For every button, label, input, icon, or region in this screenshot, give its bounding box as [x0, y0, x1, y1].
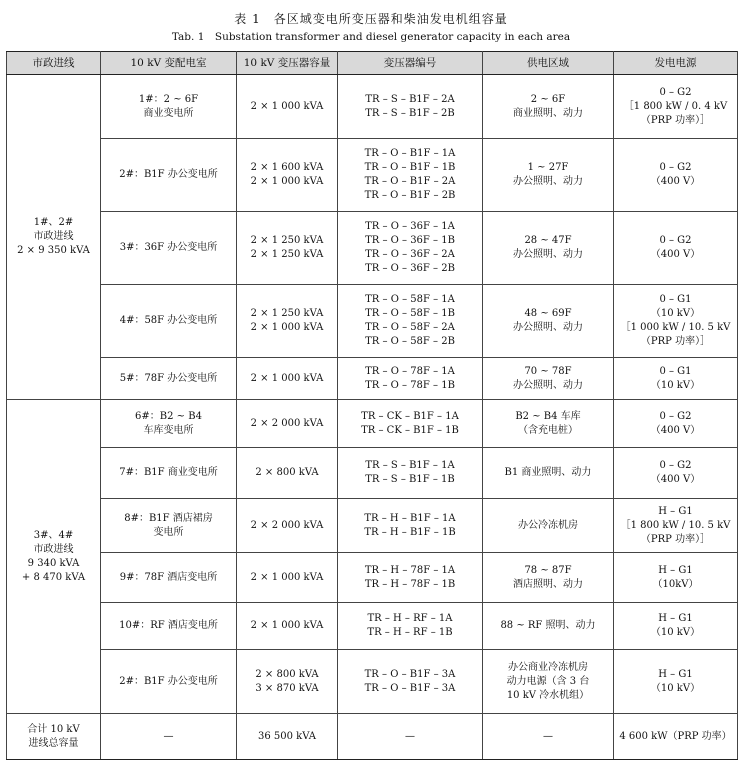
table-row: [7, 75, 738, 139]
table-row: [7, 448, 738, 499]
substation-cell: 10#：RF 酒店变电所: [101, 603, 237, 650]
total-label: 合计 10 kV 进线总容量: [7, 714, 101, 760]
supply-area-cell: 办公冷冻机房: [483, 499, 614, 553]
header-row: [7, 52, 738, 75]
substation-cell: 2#：B1F 办公变电所: [101, 139, 237, 212]
transformer-id-cell: TR – CK – B1F – 1A TR – CK – B1F – 1B: [338, 400, 483, 448]
substation-cell: 4#：58F 办公变电所: [101, 285, 237, 358]
transformer-id-cell: TR – O – 78F – 1A TR – O – 78F – 1B: [338, 358, 483, 400]
supply-area-cell: 78 ~ 87F 酒店照明、动力: [483, 553, 614, 603]
transformer-id-cell: TR – H – RF – 1A TR – H – RF – 1B: [338, 603, 483, 650]
table-row: [7, 285, 738, 358]
capacity-cell: 2 × 2 000 kVA: [237, 499, 338, 553]
table-caption-en: Tab. 1 Substation transformer and diesel generator capacity in each area: [171, 31, 571, 43]
transformer-id-cell: TR – O – B1F – 1A TR – O – B1F – 1B TR – O – B1F – 2A TR – O – B1F – 2B: [338, 139, 483, 212]
transformer-id-cell: TR – O – 36F – 1A TR – O – 36F – 1B TR – O – 36F – 2A TR – O – 36F – 2B: [338, 212, 483, 285]
generator-cell: 0 – G1 （10 kV）: [614, 358, 738, 400]
table-caption-zh: 表 1 各区域变电所变压器和柴油发电机组容量: [234, 12, 508, 26]
supply-area-cell: B2 ~ B4 车库 （含充电桩）: [483, 400, 614, 448]
capacity-cell: 2 × 1 000 kVA: [237, 358, 338, 400]
transformer-id-cell: TR – O – B1F – 3A TR – O – B1F – 3A: [338, 650, 483, 714]
capacity-cell: 2 × 1 000 kVA: [237, 603, 338, 650]
substation-cell: 3#：36F 办公变电所: [101, 212, 237, 285]
generator-cell: H – G1 ［1 800 kW / 10. 5 kV （PRP 功率）］: [614, 499, 738, 553]
table-row: [7, 499, 738, 553]
capacity-cell: 2 × 1 000 kVA: [237, 75, 338, 139]
transformer-id-cell: TR – H – B1F – 1A TR – H – B1F – 1B: [338, 499, 483, 553]
generator-cell: H – G1 （10 kV）: [614, 650, 738, 714]
capacity-cell: 2 × 1 600 kVA 2 × 1 000 kVA: [237, 139, 338, 212]
generator-cell: 0 – G2 （400 V）: [614, 212, 738, 285]
transformer-id-cell: TR – H – 78F – 1A TR – H – 78F – 1B: [338, 553, 483, 603]
table-row: [7, 603, 738, 650]
substation-cell: 8#：B1F 酒店裙房 变电所: [101, 499, 237, 553]
capacity-cell: 2 × 1 250 kVA 2 × 1 250 kVA: [237, 212, 338, 285]
header-generator: 发电电源: [614, 52, 738, 75]
substation-cell: 9#：78F 酒店变电所: [101, 553, 237, 603]
table-row: [7, 400, 738, 448]
supply-area-cell: 1 ~ 27F 办公照明、动力: [483, 139, 614, 212]
substation-cell: 2#：B1F 办公变电所: [101, 650, 237, 714]
transformer-id-cell: TR – S – B1F – 1A TR – S – B1F – 1B: [338, 448, 483, 499]
header-transformer-id: 变压器编号: [338, 52, 483, 75]
capacity-table: [6, 51, 738, 760]
supply-area-cell: 办公商业冷冻机房 动力电源（含 3 台 10 kV 冷水机组）: [483, 650, 614, 714]
capacity-cell: 2 × 800 kVA: [237, 448, 338, 499]
transformer-id-cell: TR – O – 58F – 1A TR – O – 58F – 1B TR – O – 58F – 2A TR – O – 58F – 2B: [338, 285, 483, 358]
table-row: [7, 553, 738, 603]
substation-cell: 6#：B2 ~ B4 车库变电所: [101, 400, 237, 448]
capacity-cell: 2 × 800 kVA 3 × 870 kVA: [237, 650, 338, 714]
total-transformer-id: —: [338, 714, 483, 760]
substation-cell: 1#：2 ~ 6F 商业变电所: [101, 75, 237, 139]
header-incoming-line: 市政进线: [7, 52, 101, 75]
generator-cell: 0 – G2 ［1 800 kW / 0. 4 kV （PRP 功率）］: [614, 75, 738, 139]
table-row: [7, 650, 738, 714]
generator-cell: 0 – G1 （10 kV） ［1 000 kW / 10. 5 kV （PRP 功率）］: [614, 285, 738, 358]
supply-area-cell: B1 商业照明、动力: [483, 448, 614, 499]
supply-area-cell: 70 ~ 78F 办公照明、动力: [483, 358, 614, 400]
header-substation: 10 kV 变配电室: [101, 52, 237, 75]
capacity-cell: 2 × 2 000 kVA: [237, 400, 338, 448]
substation-cell: 5#：78F 办公变电所: [101, 358, 237, 400]
generator-cell: 0 – G2 （400 V）: [614, 400, 738, 448]
supply-area-cell: 28 ~ 47F 办公照明、动力: [483, 212, 614, 285]
total-generator: 4 600 kW（PRP 功率）: [614, 714, 738, 760]
generator-cell: 0 – G2 （400 V）: [614, 139, 738, 212]
header-supply-area: 供电区域: [483, 52, 614, 75]
supply-area-cell: 2 ~ 6F 商业照明、动力: [483, 75, 614, 139]
total-supply-area: —: [483, 714, 614, 760]
table-row: [7, 139, 738, 212]
supply-area-cell: 88 ~ RF 照明、动力: [483, 603, 614, 650]
supply-area-cell: 48 ~ 69F 办公照明、动力: [483, 285, 614, 358]
incoming-line-group: 1#、2# 市政进线 2 × 9 350 kVA: [7, 75, 101, 400]
capacity-cell: 2 × 1 000 kVA: [237, 553, 338, 603]
incoming-line-group: 3#、4# 市政进线 9 340 kVA + 8 470 kVA: [7, 400, 101, 714]
total-substation: —: [101, 714, 237, 760]
table-row: [7, 212, 738, 285]
substation-cell: 7#：B1F 商业变电所: [101, 448, 237, 499]
total-row: [7, 714, 738, 760]
generator-cell: H – G1 （10kV）: [614, 553, 738, 603]
table-row: [7, 358, 738, 400]
total-capacity: 36 500 kVA: [237, 714, 338, 760]
capacity-cell: 2 × 1 250 kVA 2 × 1 000 kVA: [237, 285, 338, 358]
generator-cell: H – G1 （10 kV）: [614, 603, 738, 650]
generator-cell: 0 – G2 （400 V）: [614, 448, 738, 499]
transformer-id-cell: TR – S – B1F – 2A TR – S – B1F – 2B: [338, 75, 483, 139]
header-transformer-capacity: 10 kV 变压器容量: [237, 52, 338, 75]
